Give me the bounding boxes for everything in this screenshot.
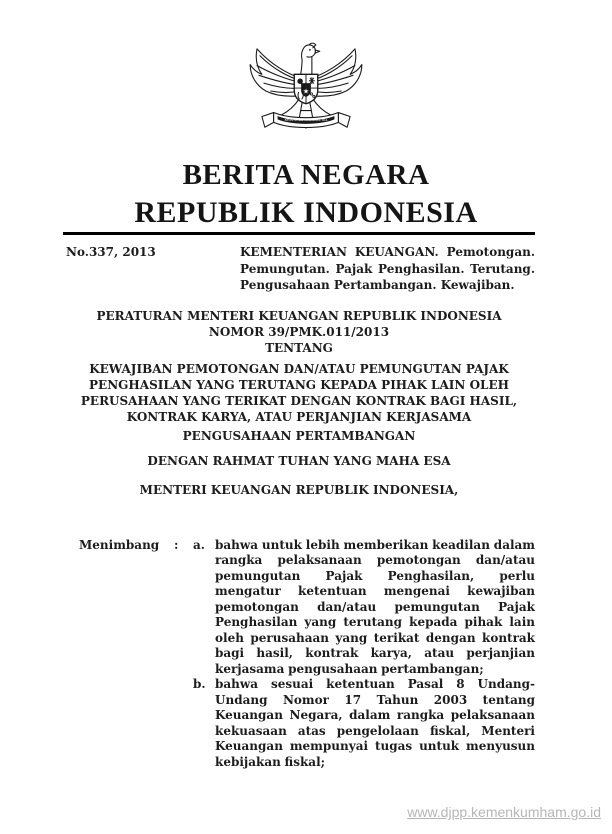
gazette-number: No.337, 2013 bbox=[66, 245, 156, 259]
gazette-page bbox=[0, 42, 612, 834]
regulation-title-line: KONTRAK KARYA, ATAU PERJANJIAN KERJASAMA bbox=[126, 409, 472, 424]
authority-line: MENTERI KEUANGAN REPUBLIK INDONESIA, bbox=[139, 482, 459, 497]
motto-text: BHINNEKA TUNGGAL IKA bbox=[284, 117, 328, 122]
masthead-title-line2: REPUBLIK INDONESIA bbox=[134, 196, 478, 229]
masthead-rule bbox=[63, 232, 535, 235]
invocation-line: DENGAN RAHMAT TUHAN YANG MAHA ESA bbox=[147, 453, 451, 468]
gazette-subject-abstract: KEMENTERIAN KEUANGAN. Pemotongan. Pemungutan. Pajak Penghasilan. Terutang. Pengusahaan Pertambangan. Kewajiban. bbox=[240, 245, 535, 292]
item-marker: b. bbox=[193, 677, 206, 691]
item-text: bahwa untuk lebih memberikan keadilan dalam rangka pelaksanaan pemotongan dan/atau pemungutan Pajak Penghasilan, perlu mengatur ketentuan mengenai kewajiban pemotongan dan/atau pemungutan Pajak Penghasilan yang terutang kepada pihak lain oleh perusahaan yang terikat dengan kontrak bagi hasil, kontrak karya, atau perjanjian kerjasama pengusahaan pertambangan; bbox=[215, 537, 535, 676]
garuda-pancasila-icon bbox=[246, 42, 366, 140]
regulation-title-line: PERUSAHAAN YANG TERIKAT DENGAN KONTRAK BAGI HASIL, bbox=[80, 393, 518, 408]
regulation-title-line: PENGHASILAN YANG TERUTANG KEPADA PIHAK LAIN OLEH bbox=[89, 377, 509, 392]
star-icon: ★ bbox=[302, 87, 310, 96]
considerations-colon: : bbox=[174, 537, 179, 552]
considerations-section bbox=[63, 538, 535, 771]
consideration-item-b bbox=[193, 677, 535, 770]
regulation-title-line: KEWAJIBAN PEMOTONGAN DAN/ATAU PEMUNGUTAN PAJAK bbox=[89, 361, 509, 376]
regulation-title-line: PENGUSAHAAN PERTAMBANGAN bbox=[182, 428, 416, 443]
regulation-heading bbox=[63, 308, 535, 356]
masthead-title-line1: BERITA NEGARA bbox=[182, 159, 430, 191]
gazette-meta-row bbox=[63, 244, 535, 294]
regulation-title bbox=[63, 361, 535, 444]
footer-watermark-link[interactable]: www.djpp.kemenkumham.go.id bbox=[407, 804, 601, 820]
regulation-heading-line1: PERATURAN MENTERI KEUANGAN REPUBLIK INDONESIA bbox=[96, 308, 502, 323]
considerations-label: Menimbang bbox=[79, 537, 160, 552]
item-marker: a. bbox=[193, 537, 205, 552]
content-column bbox=[63, 232, 535, 770]
consideration-item-a bbox=[193, 538, 535, 678]
regulation-tentang: TENTANG bbox=[265, 340, 333, 355]
item-text: bahwa sesuai ketentuan Pasal 8 Undang-Undang Nomor 17 Tahun 2003 tentang Keuangan Negara, dalam rangka pelaksanaan kekuasaan atas pengelolaan fiskal, Menteri Keuangan mempunyai tugas untuk menyusun kebijakan fiskal; bbox=[215, 677, 535, 769]
considerations-list bbox=[193, 538, 535, 771]
regulation-number: NOMOR 39/PMK.011/2013 bbox=[208, 324, 390, 339]
